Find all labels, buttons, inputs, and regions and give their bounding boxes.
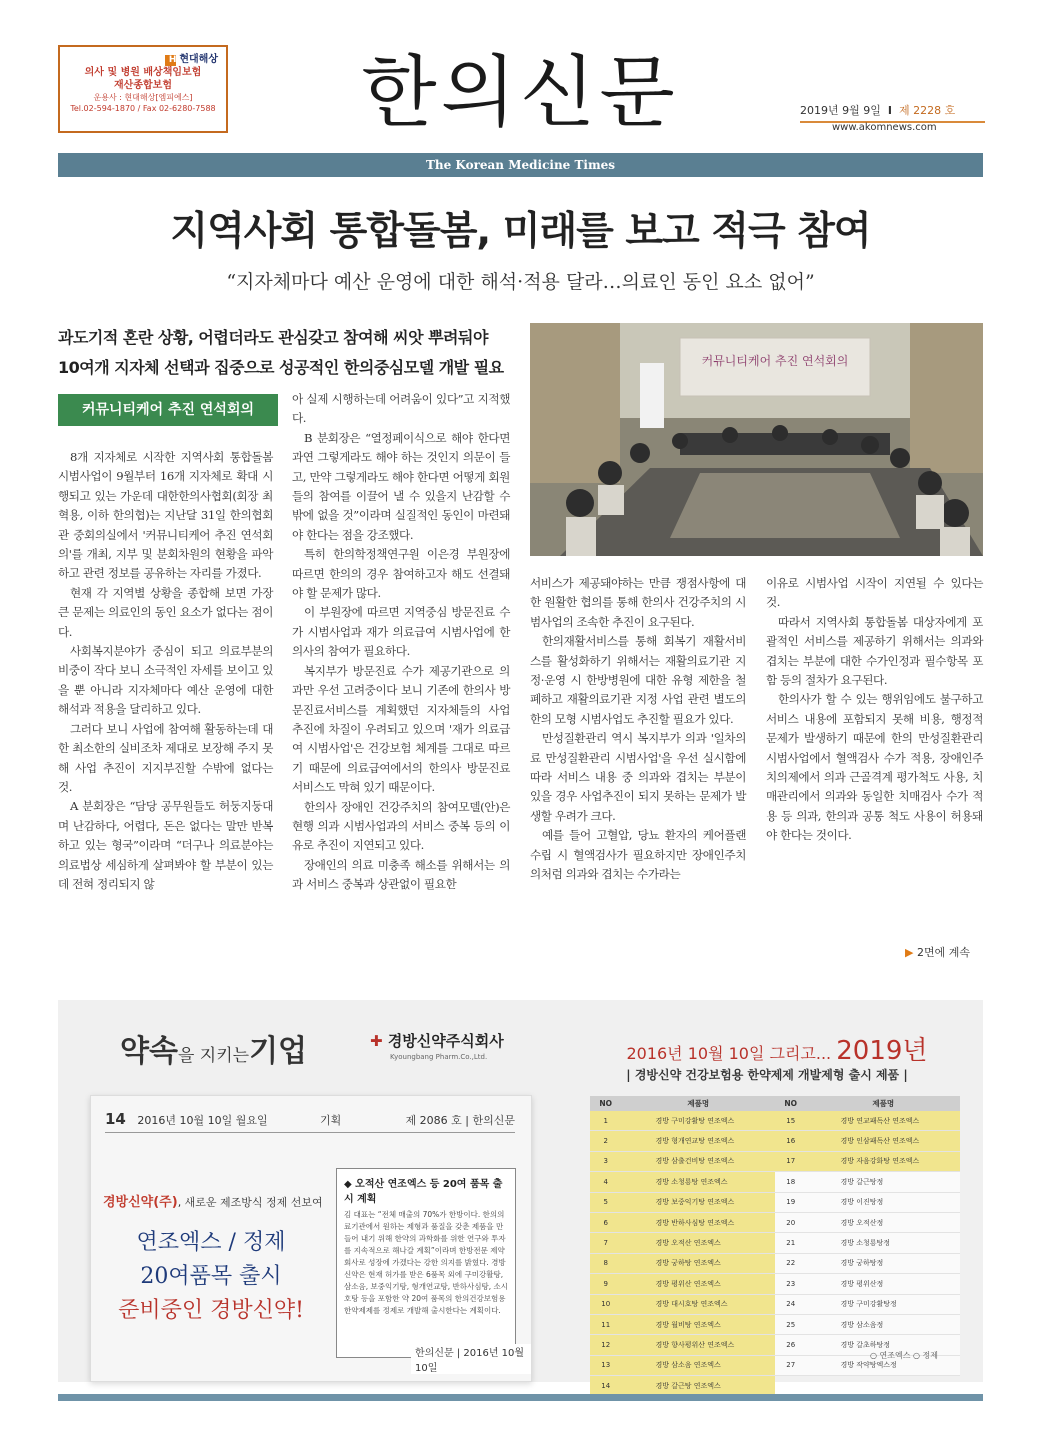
deck-line-1: 과도기적 혼란 상황, 어렵더라도 관심갖고 참여해 씨앗 뿌려둬야 (58, 328, 488, 347)
insurance-ad[interactable] (58, 45, 228, 133)
table-row (590, 1253, 960, 1273)
company-name-text: 경방신약주식회사 (387, 1032, 504, 1050)
clip-source: 한의신문 | 2016년 10월 10일 (411, 1344, 531, 1374)
paragraph: A 분회장은 “담당 공무원들도 허둥지둥대며 난감하다, 어렵다, 돈은 없다는 말만 반복하고 있는 형국”이라며 “더구나 의료분야는 의료법상 세심하게 살펴봐야 할 부분이 있는데 전혀 정리되지 않 (58, 799, 273, 891)
masthead: 한의신문 (361, 48, 679, 138)
issue-date: 2019년 9월 9일 (800, 104, 881, 117)
clip-box-title: ◆ 오적산 연조엑스 등 20여 품목 출시 계획 (344, 1179, 503, 1205)
paragraph: 사회복지분야가 중심이 되고 의료부분의 비중이 작다 보니 소극적인 자세를 보이고 있을 뿐 아니라 지자체마다 예산 운영에 대한 해석과 적용을 달리하고 있다. (58, 644, 273, 717)
clip-headline-1: 연조엑스 / 정제 (136, 1230, 286, 1255)
body-column-3 (530, 574, 746, 885)
product-name: 경방 오적산 연조엑스 (621, 1233, 775, 1253)
col-no: NO (590, 1096, 621, 1111)
paragraph: 복지부가 방문진료 수가 제공기관으로 의과만 우선 고려중이다 보니 기존에 한의사 방문진료서비스를 계획했던 지자체들의 사업 추진에 차질이 우려되고 있으며 '재가 의료급여 시범사업'은 건강보험 체계를 그대로 따르기 때문에 의료급여에서의 한의사 방문진료 서비스도 막혀 있기 때문이다. (292, 663, 510, 795)
table-row (590, 1294, 960, 1314)
advert-right-title-a: 2016년 10월 10일 그리고... (626, 1044, 832, 1063)
headline: 지역사회 통합돌봄, 미래를 보고 적극 참여 (170, 209, 871, 254)
separator: I (887, 104, 892, 117)
table-row (590, 1131, 960, 1151)
paragraph: 예를 들어 고혈압, 당뇨 환자의 케어플랜 수립 시 혈액검사가 필요하지만 장애인주치의처럼 의과와 겹치는 수가라는 (530, 828, 746, 882)
product-no: 13 (590, 1355, 621, 1375)
product-name: 경방 갈근탕 연조엑스 (621, 1376, 775, 1396)
col-name: 제품명 (806, 1096, 960, 1111)
paragraph: 장애인의 의료 미충족 해소를 위해서는 의과 서비스 중복과 상관없이 필요한 (292, 857, 510, 892)
product-no: 3 (590, 1151, 621, 1171)
meeting-photo (530, 323, 983, 556)
product-name: 경방 갈초하탕정 (806, 1335, 960, 1355)
product-name: 경방 작약탕엑스정 (806, 1355, 960, 1375)
body-column-4 (766, 574, 983, 846)
product-name: 경방 구미강활탕정 (806, 1294, 960, 1314)
product-no: 23 (775, 1274, 806, 1294)
continued-link[interactable] (905, 944, 970, 960)
paragraph: 이유로 시범사업 시작이 지연될 수 있다는 것. (766, 576, 983, 610)
paragraph: 한의사 장애인 건강주치의 참여모델(안)은 현행 의과 시범사업과의 서비스 중복 등의 이유로 추진이 지연되고 있다. (292, 799, 510, 853)
clip-page: 14 (105, 1110, 126, 1128)
advert-title (120, 1026, 307, 1070)
table-row (590, 1212, 960, 1232)
product-no: 5 (590, 1192, 621, 1212)
news-clipping (90, 1095, 532, 1382)
advert-right-title-b: 2019년 (836, 1036, 928, 1066)
clip-headline-2: 20여품목 출시 (140, 1264, 282, 1289)
col-name: 제품명 (621, 1096, 775, 1111)
product-no: 18 (775, 1172, 806, 1192)
ad-line-3: 운용사 : 현대해상[엠피에스] (93, 93, 193, 102)
product-legend: ○ 연조엑스 ○ 정제 (870, 1351, 938, 1360)
product-name: 경방 평위산정 (806, 1274, 960, 1294)
triangle-right-icon: ▶ (905, 946, 914, 959)
advert-title-b: 을 지키는 (177, 1046, 250, 1066)
paragraph: 서비스가 제공돼야하는 만큼 쟁점사항에 대한 원활한 협의를 통해 한의사 건강주치의 시범사업의 조속한 추진이 요구된다. (530, 576, 746, 629)
product-no: 1 (590, 1111, 621, 1131)
ad-line-4: Tel.02-594-1870 / Fax 02-6280-7588 (70, 104, 216, 113)
product-no: 22 (775, 1253, 806, 1273)
table-row (590, 1233, 960, 1253)
section-kicker: 커뮤니티케어 추진 연석회의 (58, 394, 278, 426)
clip-section: 기획 (320, 1114, 342, 1127)
product-name: 경방 구미강활탕 연조엑스 (621, 1111, 775, 1131)
paragraph: B 분회장은 “열정페이식으로 해야 한다면 과연 그렇게라도 해야 하는 것인지 의문이 들고, 만약 그렇게라도 해야 한다면 어떻게 회원들의 참여를 이끌어 낼 수 있을지 난감할 수 밖에 없을 것”이라며 실질적인 동인이 마련돼야 한다는 점을 강조했다. (292, 430, 510, 542)
product-name: 경방 자음강화탕 연조엑스 (806, 1151, 960, 1171)
site-url[interactable]: www.akomnews.com (832, 122, 937, 133)
clip-header (105, 1110, 515, 1133)
deck (58, 323, 528, 383)
product-name: 경방 궁하탕정 (806, 1253, 960, 1273)
paragraph: 그러다 보니 사업에 참여해 활동하는데 대한 최소한의 실비조차 제대로 보장해 주지 못해 사업 추진이 지지부진할 수밖에 없다는 것. (58, 721, 273, 794)
product-no: 14 (590, 1376, 621, 1396)
table-row (590, 1172, 960, 1192)
paragraph: 특히 한의학정책연구원 이은경 부원장에 따르면 한의의 경우 참여하고자 해도 선결돼야 할 문제가 많다. (292, 547, 510, 601)
clip-company: 경방신약(주) (103, 1195, 178, 1210)
product-no: 12 (590, 1335, 621, 1355)
product-name: 경방 오적산정 (806, 1212, 960, 1232)
product-no: 25 (775, 1314, 806, 1334)
product-name: 경방 소청룡탕정 (806, 1233, 960, 1253)
company-name (370, 1030, 504, 1051)
paragraph: 따라서 지역사회 통합돌봄 대상자에게 포괄적인 서비스를 제공하기 위해서는 의과와 겹치는 부분에 대한 수가인정과 필수항목 포함 등의 절차가 요구된다. (766, 614, 983, 688)
product-no: 17 (775, 1151, 806, 1171)
product-name: 경방 평위산 연조엑스 (621, 1274, 775, 1294)
paragraph: 한의재활서비스를 통해 회복기 재활서비스를 활성화하기 위해서는 재활의료기관 지정·운영 시 한방병원에 대한 유형 제한을 철폐하고 재활의료기관 지정 사업 관련 별도의 한의 모형 시범사업도 추진할 필요가 있다. (530, 634, 746, 726)
company-name-en: Kyoungbang Pharm.Co.,Ltd. (390, 1053, 488, 1061)
dateline (800, 102, 985, 123)
product-no: 10 (590, 1294, 621, 1314)
clip-box (336, 1168, 516, 1358)
clip-date: 2016년 10월 10일 월요일 (137, 1114, 268, 1127)
product-name: 경방 삼출건비탕 연조엑스 (621, 1151, 775, 1171)
english-title-band: The Korean Medicine Times (58, 153, 983, 177)
product-no: 2 (590, 1131, 621, 1151)
product-name: 경방 궁하탕 연조엑스 (621, 1253, 775, 1273)
product-name: 경방 형개연교탕 연조엑스 (621, 1131, 775, 1151)
ad-line-2: 재산종합보험 (114, 80, 172, 91)
product-no: 6 (590, 1212, 621, 1232)
product-name: 경방 월비탕 연조엑스 (621, 1314, 775, 1334)
product-no: 20 (775, 1212, 806, 1232)
product-no: 4 (590, 1172, 621, 1192)
product-no: 26 (775, 1335, 806, 1355)
product-no: 11 (590, 1314, 621, 1334)
empty-cell (775, 1376, 806, 1396)
bottom-band (58, 1394, 983, 1401)
continued-label: 2면에 계속 (916, 946, 970, 959)
advert-title-c: 기업 (249, 1034, 308, 1069)
advert-right-title (612, 1030, 942, 1067)
paragraph: 만성질환관리 역시 복지부가 의과 '일차의료 만성질환관리 시범사업'을 우선 실시함에 따라 서비스 내용 중 의과와 겹치는 부분이 있을 경우 사업추진이 되지 못하는 문제가 발생할 우려가 크다. (530, 731, 746, 823)
table-row (590, 1314, 960, 1334)
product-name: 경방 이진탕정 (806, 1192, 960, 1212)
product-no: 15 (775, 1111, 806, 1131)
product-name: 경방 향사평위산 연조엑스 (621, 1335, 775, 1355)
subhead: “지자체마다 예산 운영에 대한 해석·적용 달라…의료인 동인 요소 없어” (226, 271, 815, 293)
table-row (590, 1376, 960, 1396)
product-name: 경방 삼소음 연조엑스 (621, 1355, 775, 1375)
paragraph: 아 실제 시행하는데 어려움이 있다”고 지적했다. (292, 392, 510, 426)
paragraph: 한의사가 할 수 있는 행위임에도 불구하고 서비스 내용에 포함되지 못해 비용, 행정적 문제가 발생하기 때문에 한의 만성질환관리 시범사업에서 혈액검사 수가 적용, 장애인주치의제에서 의과 근골격계 평가척도 사용, 치매관리에서 의과와 동일한 치매검사 수가 적용 등 의과, 한의과 공통 척도 사용이 허용돼야 한다는 것이다. (766, 692, 983, 843)
paragraph: 8개 지자체로 시작한 지역사회 통합돌봄 시범사업이 9월부터 16개 지자체로 확대 시행되고 있는 가운데 대한한의사협회(회장 최혁용, 이하 한의협)는 지난달 31일 한의협회관 중회의실에서 '커뮤니티케어 추진 연석회의'를 개최, 지부 및 분회차원의 현황을 파악하고 관련 정보를 공유하는 자리를 가졌다. (58, 450, 273, 581)
body-column-2 (292, 390, 510, 895)
advert-title-a: 약속 (120, 1034, 178, 1069)
paragraph: 이 부원장에 따르면 지역중심 방문진료 수가 시범사업과 재가 의료급여 시범사업에 한의사의 참여가 필요하다. (292, 605, 510, 659)
product-table-header (590, 1096, 960, 1111)
advert-right-subtitle: | 경방신약 건강보험용 한약제제 개발제형 출시 제품 | (626, 1068, 908, 1082)
paragraph: 현재 각 지역별 상황을 종합해 보면 가장 큰 문제는 의료인의 동인 요소가 없다는 점이다. (58, 585, 273, 639)
product-name: 경방 연교패독산 연조엑스 (806, 1111, 960, 1131)
product-name: 경방 삼소음정 (806, 1314, 960, 1334)
clip-box-body: 김 대표는 “전체 매출의 70%가 한방이다. 한의의 료기관에서 원하는 제형과 품질을 갖춘 제품을 만들어 내기 위해 한약의 과학화를 위한 연구와 투자를 지속적으로 해나갈 계획”이라며 한방전문 제약회사로 성장에 가겠다는 강한 의지를 밝혔다. 경방신약은 현재 허가를 받은 6품목 외에 구미강활탕, 삼소음, 보중익기탕, 형개연교탕, 반하사심탕, 소시호탕 등을 포함한 약 20여 품목의 한의건강보험용 한약제제를 정제로 개발해 출시한다는 계획이다. (344, 1210, 508, 1315)
product-no: 8 (590, 1253, 621, 1273)
clip-headline-3: 준비중인 경방신약! (118, 1298, 304, 1323)
issue-number: 제 2228 호 (898, 104, 956, 117)
hyundai-logo-icon: H (165, 55, 176, 66)
clip-issue: 제 2086 호 | 한의신문 (405, 1114, 515, 1127)
ad-line-1: 의사 및 병원 배상책임보험 (84, 67, 202, 78)
empty-cell (806, 1376, 960, 1396)
product-name: 경방 대시호탕 연조엑스 (621, 1294, 775, 1314)
banner-text: 커뮤니티케어 추진 연석회의 (701, 354, 849, 368)
product-name: 경방 보중익기탕 연조엑스 (621, 1192, 775, 1212)
table-row (590, 1111, 960, 1131)
kyoungbang-logo-icon: ✚ (370, 1032, 383, 1050)
clip-headline (111, 1226, 311, 1328)
product-name: 경방 반하사심탕 연조엑스 (621, 1212, 775, 1232)
table-row (590, 1192, 960, 1212)
col-no: NO (775, 1096, 806, 1111)
product-no: 16 (775, 1131, 806, 1151)
product-no: 21 (775, 1233, 806, 1253)
product-no: 27 (775, 1355, 806, 1375)
product-name: 경방 인삼패독산 연조엑스 (806, 1131, 960, 1151)
meeting-photo-illustration (530, 323, 983, 556)
product-no: 9 (590, 1274, 621, 1294)
hyundai-brand: H 현대해상 (60, 47, 226, 66)
clip-company-line (103, 1191, 323, 1210)
table-row (590, 1274, 960, 1294)
clip-company-rest: , 새로운 제조방식 정제 선보여 (177, 1196, 323, 1209)
product-no: 19 (775, 1192, 806, 1212)
deck-line-2: 10여개 지자체 선택과 집중으로 성공적인 한의중심모델 개발 필요 (58, 358, 504, 377)
product-name: 경방 갈근탕정 (806, 1172, 960, 1192)
body-column-1 (58, 448, 273, 894)
table-row (590, 1151, 960, 1171)
product-name: 경방 소청룡탕 연조엑스 (621, 1172, 775, 1192)
product-no: 7 (590, 1233, 621, 1253)
product-no: 24 (775, 1294, 806, 1314)
